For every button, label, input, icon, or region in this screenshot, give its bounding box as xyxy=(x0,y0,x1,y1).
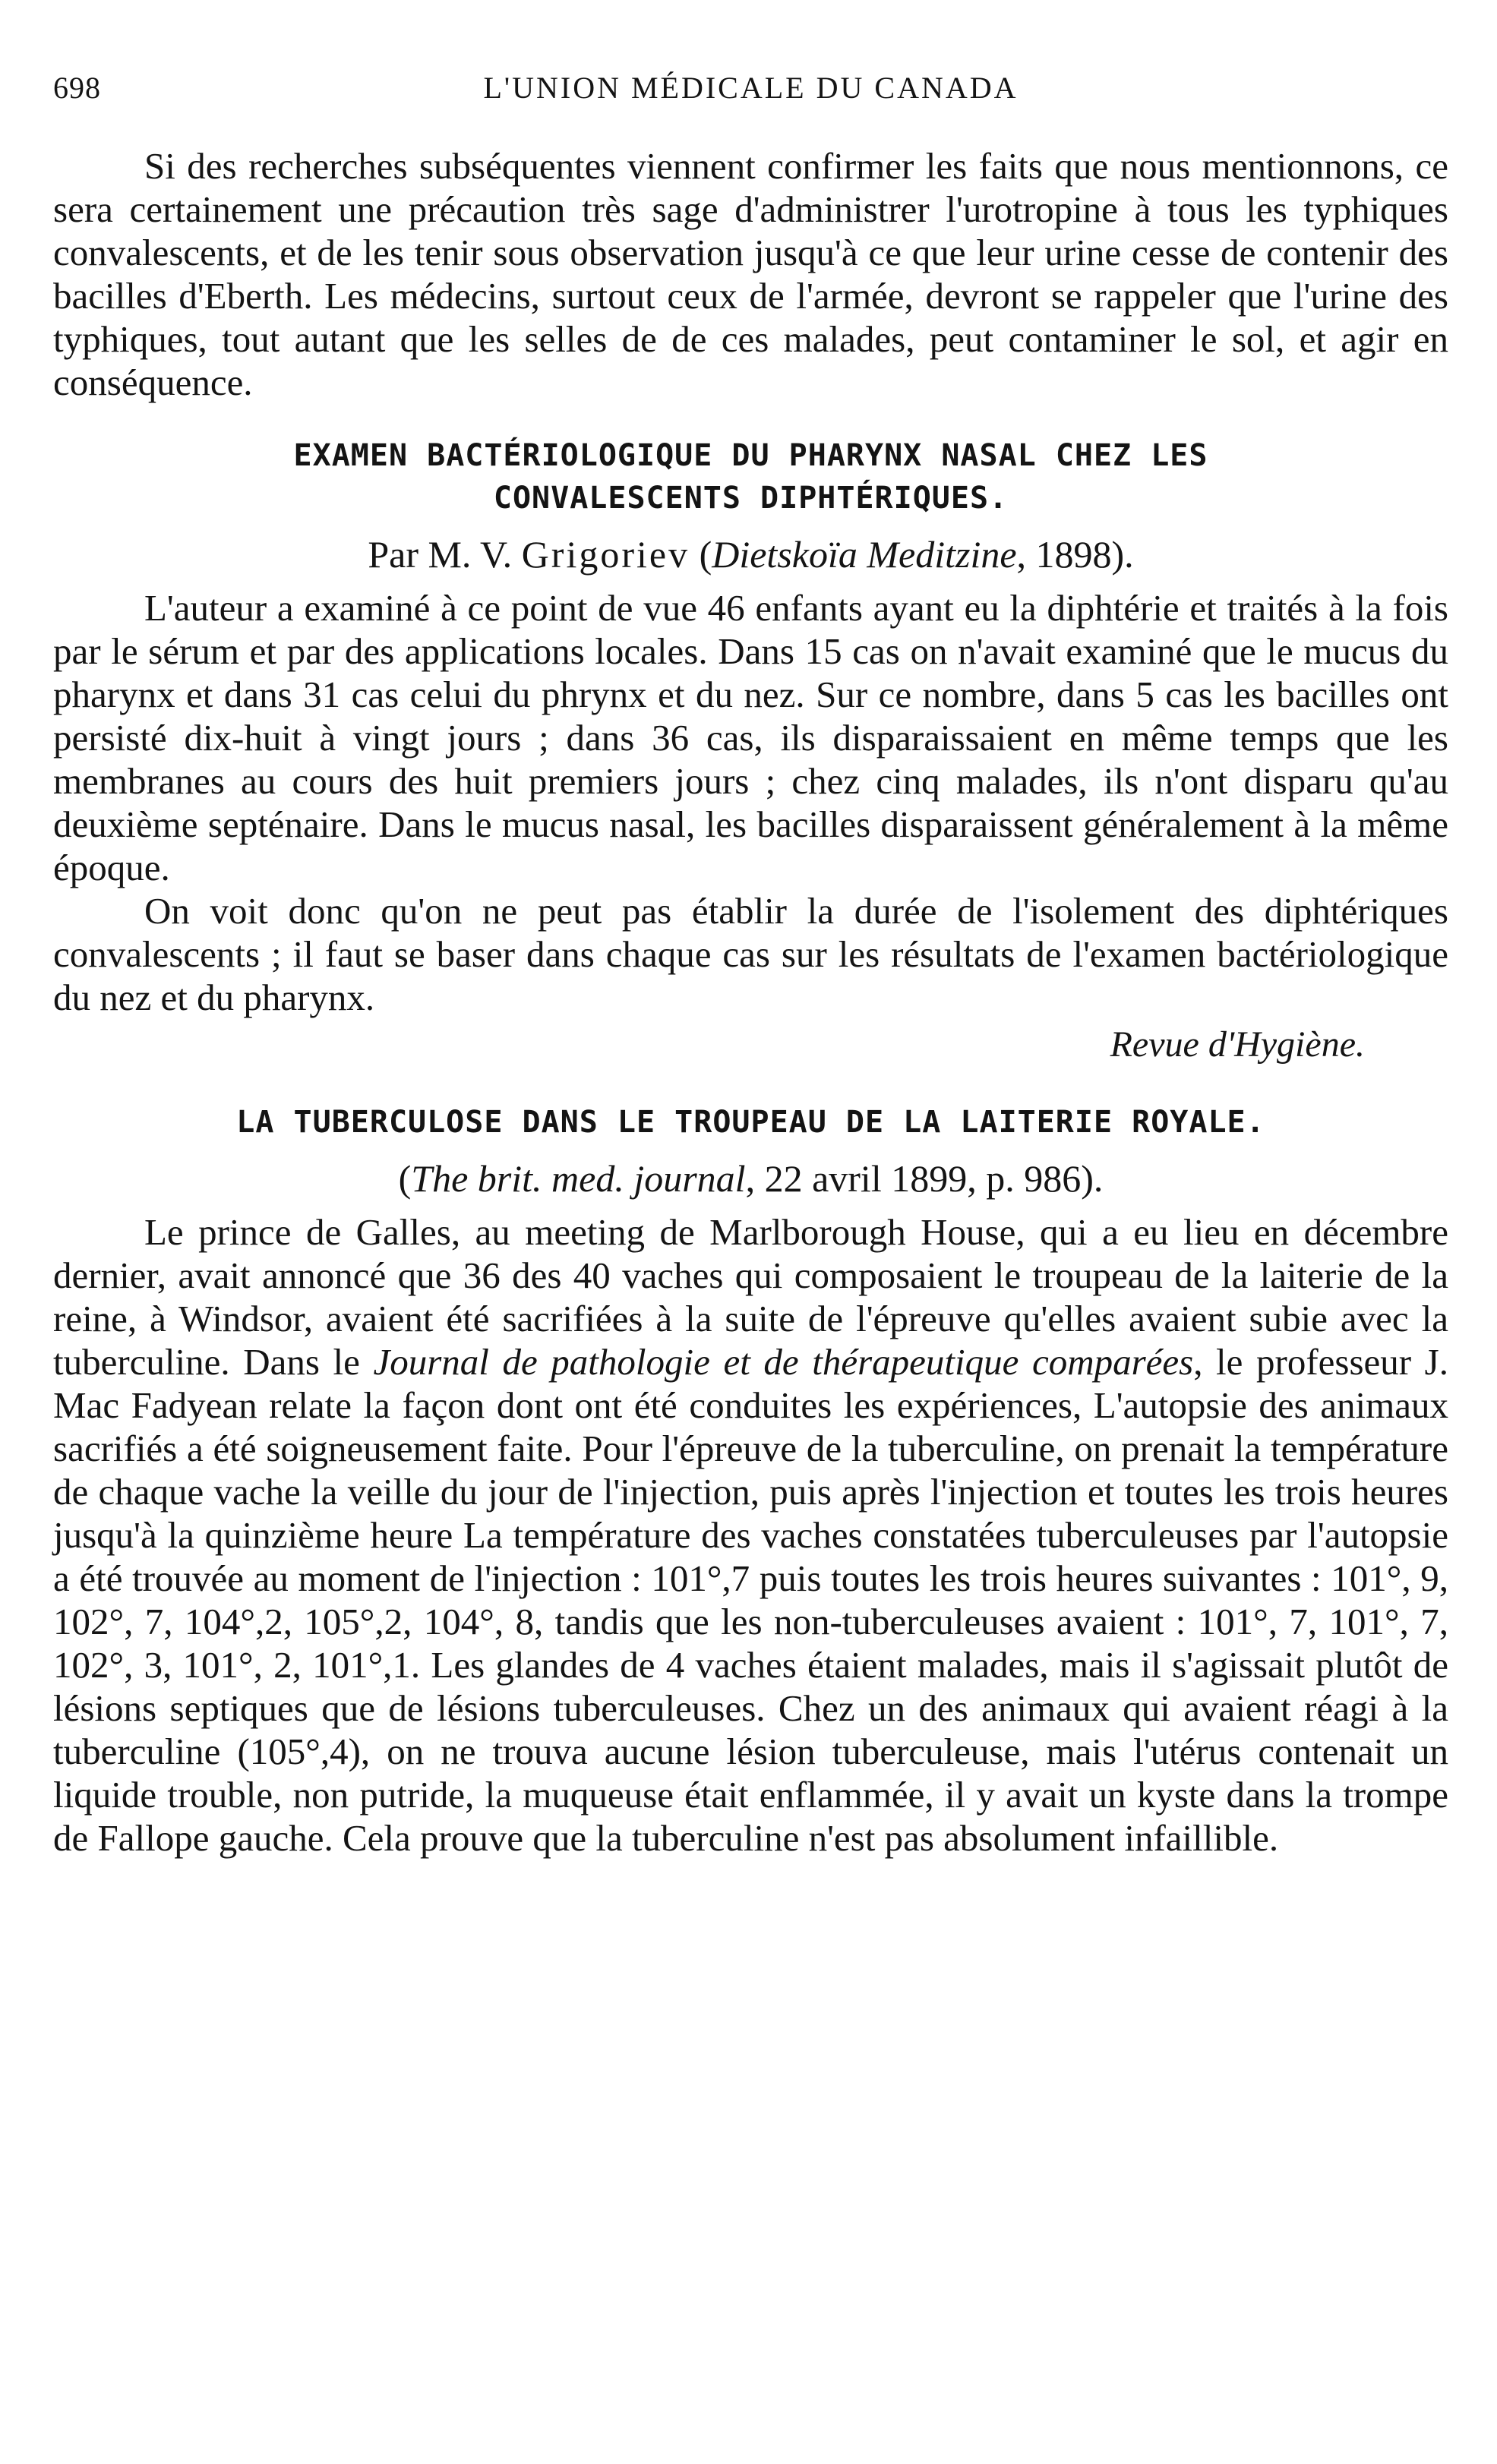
article2-paragraph xyxy=(53,1210,1448,1860)
article2-heading: LA TUBERCULOSE DANS LE TROUPEAU DE LA LAITERIE ROYALE. xyxy=(236,1105,1265,1140)
running-header xyxy=(53,70,1448,115)
paragraph-start: Le prince de Galles, au meeting de Marlborough House, qui a eu lieu en décembre dernier, avait annoncé que 36 des 40 vaches qui composaient le troupeau de la laiterie de la reine, à Windsor, avaient été sacrifiées à la suite de l'épreuve qu'elles avaient subie avec la tuberculine. Dans le xyxy=(53,1211,1448,1383)
citation-open: ( xyxy=(398,1157,412,1200)
article-pharynx xyxy=(53,434,1448,1068)
article1-paragraph1: L'auteur a examiné à ce point de vue 46 enfants ayant eu la diphtérie et traités à la fois par le sérum et par des applications locales. Dans 15 cas on n'avait examiné que le mucus du pharynx et dans 31 cas celui du phrynx et du nez. Sur ce nombre, dans 5 cas les bacilles ont persisté dix-huit à vingt jours ; dans 36 cas, ils disparaissaient en même temps que les membranes au cours des huit premiers jours ; chez cinq malades, ils n'ont disparu qu'au deuxième septénaire. Dans le mucus nasal, les bacilles disparaissent généralement à la même époque. xyxy=(53,587,1448,888)
article1-byline xyxy=(53,532,1448,577)
page-number: 698 xyxy=(53,71,101,105)
byline-author: Grigoriev xyxy=(521,533,690,576)
journal-title: L'UNION MÉDICALE DU CANADA xyxy=(483,71,1019,105)
article1-source: Revue d'Hygiène. xyxy=(1110,1024,1365,1065)
article1-paragraph2: On voit donc qu'on ne peut pas établir la durée de l'isolement des diphtériques convalescents ; il faut se baser dans chaque cas sur les résultats de l'examen bactériologique du nez et du pharynx. xyxy=(53,890,1448,1018)
byline-prefix: Par M. V. xyxy=(368,533,522,576)
paragraph-journal: Journal de pathologie et de thérapeutique comparées xyxy=(373,1341,1194,1383)
byline-open: ( xyxy=(690,533,712,576)
article-tuberculose xyxy=(53,1101,1448,1860)
byline-year: , 1898). xyxy=(1016,533,1134,576)
paragraph-end: , le professeur J. Mac Fadyean relate la façon dont ont été conduites les expériences, L'autopsie des animaux sacrifiés a été soigneusement faite. Pour l'épreuve de la tuberculine, on prenait la température de chaque vache la veille du jour de l'injection, puis après l'injection et toutes les trois heures jusqu'à la quinzième heure La température des vaches constatées tuberculeuses par l'autopsie a été trouvée au moment de l'injection : 101°,7 puis toutes les trois heures suivantes : 101°, 9, 102°, 7, 104°,2, 105°,2, 104°, 8, tandis que les non-tuberculeuses avaient : 101°, 7, 101°, 7, 102°, 3, 101°, 2, 101°,1. Les glandes de 4 vaches étaient malades, mais il s'agissait plutôt de lésions septiques que de lésions tuberculeuses. Chez un des animaux qui avaient réagi à la tuberculine (105°,4), on ne trouva aucune lésion tuberculeuse, mais l'utérus contenait un liquide trouble, non putride, la muqueuse était enflammée, il y avait un kyste dans la trompe de Fallope gauche. Cela prouve que la tuberculine n'est pas absolument infaillible. xyxy=(53,1341,1448,1859)
article1-heading-line2: CONVALESCENTS DIPHTÉRIQUES. xyxy=(493,481,1009,516)
article1-heading-line1: EXAMEN BACTÉRIOLOGIQUE DU PHARYNX NASAL CHEZ LES xyxy=(293,438,1208,473)
article2-citation xyxy=(53,1156,1448,1201)
citation-journal: The brit. med. journal xyxy=(411,1157,746,1200)
byline-source: Dietskoïa Meditzine xyxy=(712,533,1017,576)
intro-paragraph: Si des recherches subséquentes viennent confirmer les faits que nous mentionnons, ce sera certainement une précaution très sage d'administrer l'urotropine à tous les typhiques convalescents, et de les tenir sous observation jusqu'à ce que leur urine cesse de contenir des bacilles d'Eberth. Les médecins, surtout ceux de l'armée, devront se rappeler que l'urine des typhiques, tout autant que les selles de de ces malades, peut contaminer le sol, et agir en conséquence. xyxy=(53,145,1448,403)
citation-rest: , 22 avril 1899, p. 986). xyxy=(745,1157,1104,1200)
